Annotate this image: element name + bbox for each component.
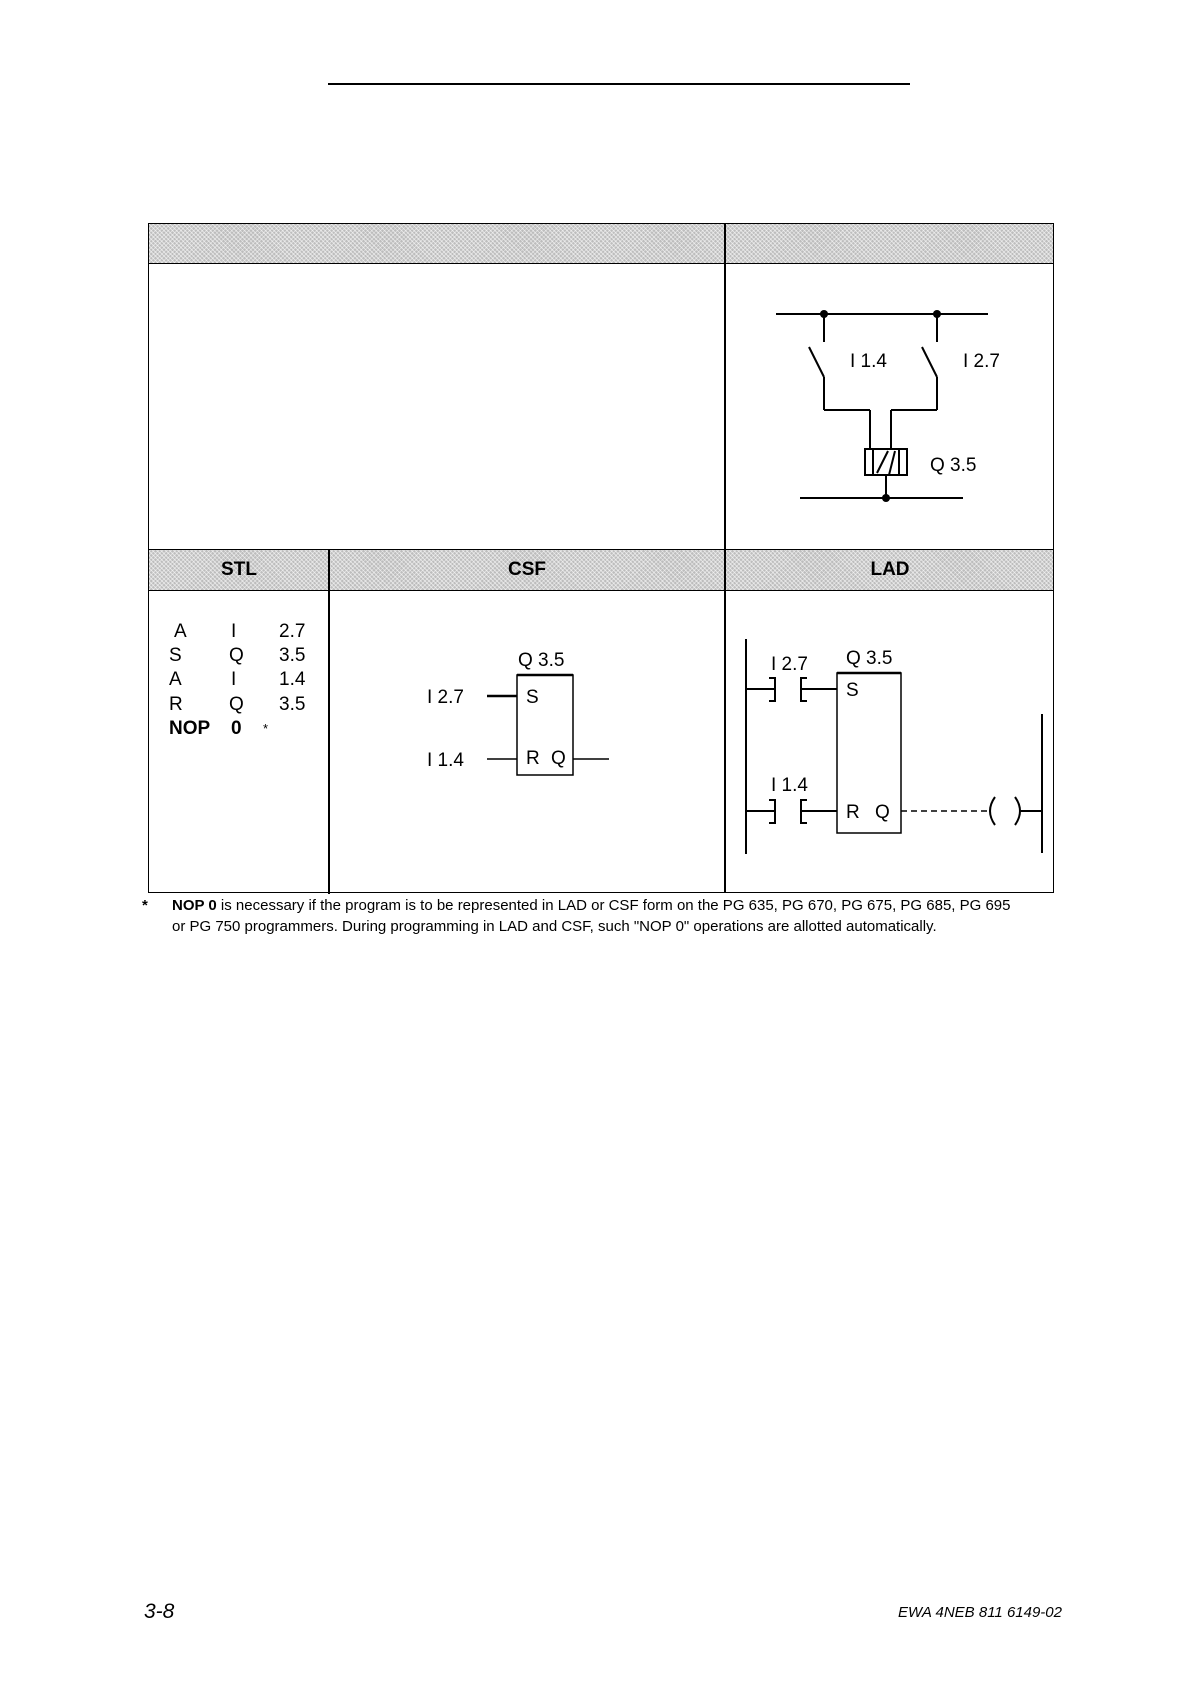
- output-label: Q 3.5: [930, 455, 977, 476]
- top-header-band: [149, 224, 1053, 264]
- header-lad: LAD: [870, 559, 910, 580]
- footnote-bold-term: NOP 0: [172, 897, 217, 914]
- contact-label-2: I 2.7: [963, 351, 1000, 372]
- stl-operand: I: [231, 669, 237, 690]
- stl-row: [169, 644, 339, 668]
- top-rule: [328, 83, 910, 85]
- csf-set-input-label: I 2.7: [427, 687, 464, 708]
- csf-output-label: Q 3.5: [518, 650, 565, 671]
- stl-address: 3.5: [279, 645, 306, 666]
- stl-op: S: [169, 645, 182, 666]
- stl-row: [169, 668, 339, 692]
- stl-op: A: [169, 669, 182, 690]
- page-number: 3-8: [144, 1600, 175, 1623]
- stl-nop-value: 0: [231, 718, 242, 739]
- stl-address: 2.7: [279, 621, 306, 642]
- lad-output-label: Q 3.5: [846, 648, 893, 669]
- stl-operand: Q: [229, 694, 244, 715]
- csf-pin-s: S: [526, 687, 539, 708]
- junction-dot: [882, 494, 890, 502]
- stl-row: [169, 693, 339, 717]
- stl-address: 3.5: [279, 694, 306, 715]
- stl-op: R: [169, 694, 183, 715]
- example-table: [148, 223, 1054, 893]
- junction-dot: [820, 310, 828, 318]
- header-csf: CSF: [508, 559, 546, 580]
- lad-diagram: [725, 591, 1055, 894]
- junction-dot: [933, 310, 941, 318]
- footnote-marker: *: [142, 897, 148, 914]
- circuit-diagram: [725, 264, 1055, 549]
- stl-nop-op: NOP: [169, 718, 211, 739]
- method-header-band: [149, 549, 1053, 591]
- lad-pin-q: Q: [875, 802, 890, 823]
- lad-pin-s: S: [846, 680, 859, 701]
- footnote-line-1-text: is necessary if the program is to be represented in LAD or CSF form on the PG 635, PG 670, PG 675, PG 685, PG 695: [216, 897, 1011, 914]
- footnote-text: [172, 895, 1062, 937]
- stl-nop-mark: *: [263, 721, 269, 736]
- csf-pin-q: Q: [551, 748, 566, 769]
- csf-reset-input-label: I 1.4: [427, 750, 464, 771]
- footnote-line-1: [172, 895, 1062, 916]
- stl-operand: I: [231, 621, 237, 642]
- stl-operand: Q: [229, 645, 244, 666]
- csf-pin-r: R: [526, 748, 540, 769]
- contact-label-1: I 1.4: [850, 351, 887, 372]
- stl-nop-row: [169, 717, 339, 741]
- stl-listing: [169, 620, 329, 750]
- lad-pin-r: R: [846, 802, 860, 823]
- header-stl: STL: [221, 559, 257, 580]
- footnote-line-2: or PG 750 programmers. During programming in LAD and CSF, such "NOP 0" operations are allotted automatically.: [172, 918, 937, 935]
- lad-set-contact-label: I 2.7: [771, 654, 808, 675]
- stl-row: [169, 620, 339, 644]
- stl-address: 1.4: [279, 669, 306, 690]
- csf-diagram: [329, 591, 725, 894]
- lad-reset-contact-label: I 1.4: [771, 775, 808, 796]
- stl-op: A: [174, 621, 187, 642]
- document-id: EWA 4NEB 811 6149-02: [898, 1604, 1062, 1621]
